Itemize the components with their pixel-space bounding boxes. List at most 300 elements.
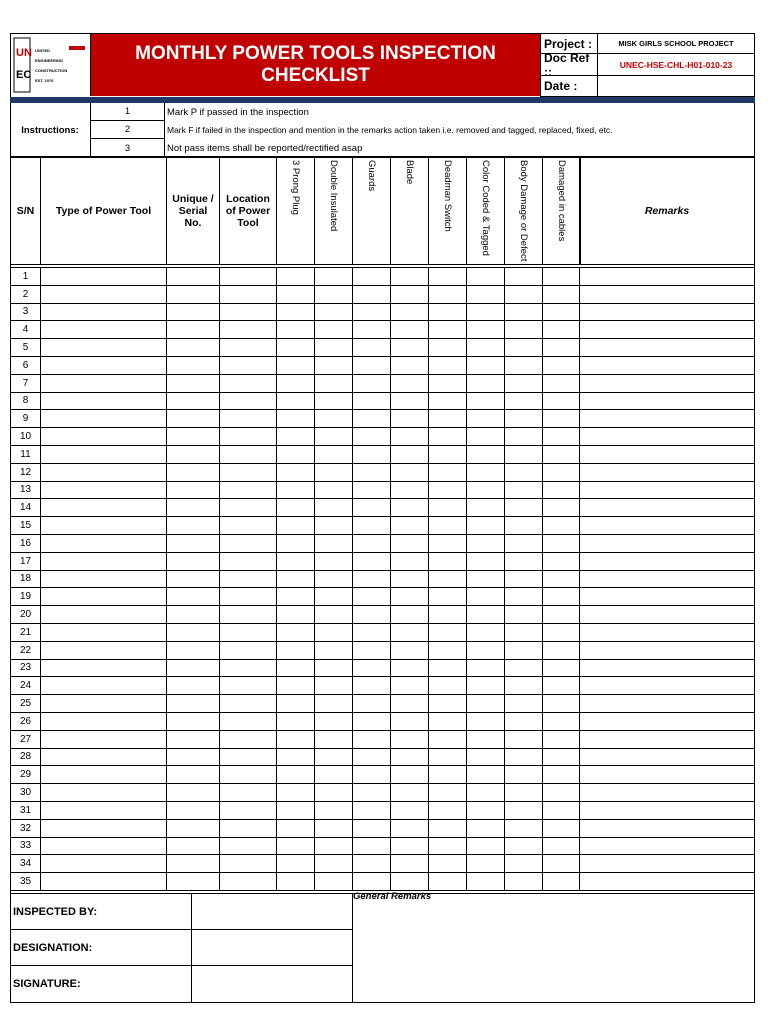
- table-cell[interactable]: [466, 819, 505, 838]
- designation-field[interactable]: [191, 929, 353, 966]
- table-cell[interactable]: [276, 498, 315, 517]
- table-cell[interactable]: [276, 854, 315, 873]
- table-cell[interactable]: [352, 587, 391, 606]
- table-cell[interactable]: [579, 783, 755, 802]
- table-cell[interactable]: [314, 285, 353, 304]
- table-cell[interactable]: [428, 463, 467, 482]
- table-cell[interactable]: [466, 498, 505, 517]
- table-cell[interactable]: [466, 837, 505, 856]
- table-cell[interactable]: [466, 765, 505, 784]
- table-cell[interactable]: [579, 641, 755, 660]
- table-cell[interactable]: [40, 356, 167, 375]
- table-cell[interactable]: [219, 481, 277, 500]
- table-cell[interactable]: [276, 641, 315, 660]
- table-cell[interactable]: [219, 837, 277, 856]
- table-cell[interactable]: [40, 570, 167, 589]
- date-value[interactable]: [597, 75, 755, 97]
- table-cell[interactable]: [579, 463, 755, 482]
- table-cell[interactable]: [428, 605, 467, 624]
- table-cell[interactable]: [276, 605, 315, 624]
- table-cell[interactable]: [276, 694, 315, 713]
- table-cell[interactable]: [504, 837, 543, 856]
- table-cell[interactable]: [276, 623, 315, 642]
- table-cell[interactable]: [166, 854, 220, 873]
- table-cell[interactable]: [352, 819, 391, 838]
- table-cell[interactable]: [390, 659, 429, 678]
- table-cell[interactable]: [166, 320, 220, 339]
- table-cell[interactable]: [579, 659, 755, 678]
- table-cell[interactable]: [428, 623, 467, 642]
- table-cell[interactable]: [352, 481, 391, 500]
- table-cell[interactable]: [504, 659, 543, 678]
- table-cell[interactable]: [579, 570, 755, 589]
- table-cell[interactable]: [314, 694, 353, 713]
- table-cell[interactable]: [504, 819, 543, 838]
- table-cell[interactable]: [276, 481, 315, 500]
- table-cell[interactable]: [390, 854, 429, 873]
- table-cell[interactable]: [314, 570, 353, 589]
- table-cell[interactable]: [428, 445, 467, 464]
- table-cell[interactable]: [579, 748, 755, 767]
- table-cell[interactable]: [40, 872, 167, 891]
- table-cell[interactable]: [428, 498, 467, 517]
- table-cell[interactable]: [40, 427, 167, 446]
- table-cell[interactable]: [219, 409, 277, 428]
- table-cell[interactable]: [504, 552, 543, 571]
- table-cell[interactable]: [504, 872, 543, 891]
- table-cell[interactable]: [466, 409, 505, 428]
- table-cell[interactable]: [542, 605, 580, 624]
- table-cell[interactable]: [428, 356, 467, 375]
- table-cell[interactable]: [314, 445, 353, 464]
- table-cell[interactable]: [219, 641, 277, 660]
- table-cell[interactable]: [390, 320, 429, 339]
- table-cell[interactable]: [166, 481, 220, 500]
- table-cell[interactable]: [579, 765, 755, 784]
- table-cell[interactable]: [504, 570, 543, 589]
- table-cell[interactable]: [542, 267, 580, 286]
- table-cell[interactable]: [579, 605, 755, 624]
- table-cell[interactable]: [466, 516, 505, 535]
- general-remarks-box[interactable]: [352, 893, 755, 1003]
- signature-field[interactable]: [191, 965, 353, 1003]
- table-cell[interactable]: [352, 338, 391, 357]
- table-cell[interactable]: [40, 498, 167, 517]
- table-cell[interactable]: [166, 445, 220, 464]
- table-cell[interactable]: [428, 516, 467, 535]
- table-cell[interactable]: [390, 748, 429, 767]
- table-cell[interactable]: [428, 676, 467, 695]
- table-cell[interactable]: [276, 338, 315, 357]
- table-cell[interactable]: [579, 516, 755, 535]
- table-cell[interactable]: [314, 676, 353, 695]
- table-cell[interactable]: [276, 819, 315, 838]
- table-cell[interactable]: [428, 783, 467, 802]
- table-cell[interactable]: [40, 783, 167, 802]
- table-cell[interactable]: [579, 338, 755, 357]
- table-cell[interactable]: [166, 338, 220, 357]
- table-cell[interactable]: [219, 392, 277, 411]
- table-cell[interactable]: [542, 409, 580, 428]
- table-cell[interactable]: [390, 392, 429, 411]
- table-cell[interactable]: [219, 712, 277, 731]
- table-cell[interactable]: [428, 659, 467, 678]
- table-cell[interactable]: [40, 730, 167, 749]
- table-cell[interactable]: [579, 872, 755, 891]
- table-cell[interactable]: [542, 338, 580, 357]
- table-cell[interactable]: [40, 303, 167, 322]
- table-cell[interactable]: [542, 676, 580, 695]
- table-cell[interactable]: [542, 587, 580, 606]
- table-cell[interactable]: [504, 730, 543, 749]
- table-cell[interactable]: [466, 463, 505, 482]
- table-cell[interactable]: [352, 712, 391, 731]
- table-cell[interactable]: [352, 374, 391, 393]
- table-cell[interactable]: [352, 285, 391, 304]
- table-cell[interactable]: [276, 356, 315, 375]
- table-cell[interactable]: [352, 748, 391, 767]
- table-cell[interactable]: [314, 748, 353, 767]
- table-cell[interactable]: [579, 320, 755, 339]
- table-cell[interactable]: [504, 587, 543, 606]
- table-cell[interactable]: [314, 481, 353, 500]
- table-cell[interactable]: [219, 783, 277, 802]
- table-cell[interactable]: [40, 338, 167, 357]
- table-cell[interactable]: [504, 801, 543, 820]
- table-cell[interactable]: [40, 659, 167, 678]
- table-cell[interactable]: [428, 303, 467, 322]
- table-cell[interactable]: [466, 267, 505, 286]
- table-cell[interactable]: [579, 356, 755, 375]
- table-cell[interactable]: [219, 427, 277, 446]
- table-cell[interactable]: [466, 712, 505, 731]
- table-cell[interactable]: [166, 267, 220, 286]
- table-cell[interactable]: [428, 712, 467, 731]
- table-cell[interactable]: [466, 481, 505, 500]
- table-cell[interactable]: [219, 748, 277, 767]
- table-cell[interactable]: [504, 765, 543, 784]
- table-cell[interactable]: [428, 409, 467, 428]
- table-cell[interactable]: [390, 712, 429, 731]
- table-cell[interactable]: [542, 463, 580, 482]
- table-cell[interactable]: [40, 605, 167, 624]
- table-cell[interactable]: [352, 659, 391, 678]
- table-cell[interactable]: [542, 374, 580, 393]
- table-cell[interactable]: [276, 659, 315, 678]
- table-cell[interactable]: [579, 392, 755, 411]
- table-cell[interactable]: [314, 641, 353, 660]
- table-cell[interactable]: [352, 623, 391, 642]
- table-cell[interactable]: [219, 498, 277, 517]
- table-cell[interactable]: [504, 285, 543, 304]
- table-cell[interactable]: [352, 730, 391, 749]
- table-cell[interactable]: [219, 676, 277, 695]
- table-cell[interactable]: [542, 481, 580, 500]
- table-cell[interactable]: [542, 552, 580, 571]
- table-cell[interactable]: [428, 267, 467, 286]
- table-cell[interactable]: [40, 623, 167, 642]
- table-cell[interactable]: [219, 534, 277, 553]
- table-cell[interactable]: [542, 534, 580, 553]
- table-cell[interactable]: [504, 374, 543, 393]
- table-cell[interactable]: [504, 392, 543, 411]
- table-cell[interactable]: [390, 819, 429, 838]
- table-cell[interactable]: [314, 872, 353, 891]
- table-cell[interactable]: [466, 801, 505, 820]
- table-cell[interactable]: [428, 320, 467, 339]
- table-cell[interactable]: [542, 872, 580, 891]
- project-value[interactable]: MISK GIRLS SCHOOL PROJECT: [597, 33, 755, 54]
- table-cell[interactable]: [466, 641, 505, 660]
- table-cell[interactable]: [466, 338, 505, 357]
- table-cell[interactable]: [542, 694, 580, 713]
- table-cell[interactable]: [166, 516, 220, 535]
- table-cell[interactable]: [276, 267, 315, 286]
- table-cell[interactable]: [314, 498, 353, 517]
- table-cell[interactable]: [40, 534, 167, 553]
- table-cell[interactable]: [314, 783, 353, 802]
- table-cell[interactable]: [166, 392, 220, 411]
- table-cell[interactable]: [466, 427, 505, 446]
- table-cell[interactable]: [276, 801, 315, 820]
- table-cell[interactable]: [219, 303, 277, 322]
- table-cell[interactable]: [466, 587, 505, 606]
- table-cell[interactable]: [466, 392, 505, 411]
- table-cell[interactable]: [579, 676, 755, 695]
- table-cell[interactable]: [40, 463, 167, 482]
- table-cell[interactable]: [40, 320, 167, 339]
- table-cell[interactable]: [390, 570, 429, 589]
- table-cell[interactable]: [219, 285, 277, 304]
- table-cell[interactable]: [428, 570, 467, 589]
- table-cell[interactable]: [428, 481, 467, 500]
- table-cell[interactable]: [504, 534, 543, 553]
- table-cell[interactable]: [40, 285, 167, 304]
- table-cell[interactable]: [504, 356, 543, 375]
- table-cell[interactable]: [579, 267, 755, 286]
- table-cell[interactable]: [166, 552, 220, 571]
- table-cell[interactable]: [542, 570, 580, 589]
- table-cell[interactable]: [314, 854, 353, 873]
- table-cell[interactable]: [352, 570, 391, 589]
- table-cell[interactable]: [40, 854, 167, 873]
- table-cell[interactable]: [542, 498, 580, 517]
- table-cell[interactable]: [390, 837, 429, 856]
- table-cell[interactable]: [542, 285, 580, 304]
- table-cell[interactable]: [579, 481, 755, 500]
- table-cell[interactable]: [390, 285, 429, 304]
- table-cell[interactable]: [166, 427, 220, 446]
- table-cell[interactable]: [579, 623, 755, 642]
- table-cell[interactable]: [219, 659, 277, 678]
- table-cell[interactable]: [166, 730, 220, 749]
- table-cell[interactable]: [40, 837, 167, 856]
- table-cell[interactable]: [390, 463, 429, 482]
- table-cell[interactable]: [504, 498, 543, 517]
- table-cell[interactable]: [219, 801, 277, 820]
- table-cell[interactable]: [219, 374, 277, 393]
- table-cell[interactable]: [314, 374, 353, 393]
- table-cell[interactable]: [40, 587, 167, 606]
- table-cell[interactable]: [504, 320, 543, 339]
- table-cell[interactable]: [504, 676, 543, 695]
- table-cell[interactable]: [219, 338, 277, 357]
- table-cell[interactable]: [40, 676, 167, 695]
- table-cell[interactable]: [352, 854, 391, 873]
- table-cell[interactable]: [314, 516, 353, 535]
- table-cell[interactable]: [314, 427, 353, 446]
- table-cell[interactable]: [166, 837, 220, 856]
- table-cell[interactable]: [314, 267, 353, 286]
- table-cell[interactable]: [314, 659, 353, 678]
- table-cell[interactable]: [390, 641, 429, 660]
- table-cell[interactable]: [276, 587, 315, 606]
- table-cell[interactable]: [352, 392, 391, 411]
- table-cell[interactable]: [276, 730, 315, 749]
- table-cell[interactable]: [579, 303, 755, 322]
- table-cell[interactable]: [466, 659, 505, 678]
- table-cell[interactable]: [40, 641, 167, 660]
- table-cell[interactable]: [352, 320, 391, 339]
- table-cell[interactable]: [219, 587, 277, 606]
- table-cell[interactable]: [390, 374, 429, 393]
- table-cell[interactable]: [390, 356, 429, 375]
- table-cell[interactable]: [390, 338, 429, 357]
- table-cell[interactable]: [40, 374, 167, 393]
- table-cell[interactable]: [314, 320, 353, 339]
- table-cell[interactable]: [466, 783, 505, 802]
- table-cell[interactable]: [390, 498, 429, 517]
- table-cell[interactable]: [428, 765, 467, 784]
- table-cell[interactable]: [579, 819, 755, 838]
- table-cell[interactable]: [579, 730, 755, 749]
- table-cell[interactable]: [504, 712, 543, 731]
- table-cell[interactable]: [390, 872, 429, 891]
- table-cell[interactable]: [390, 783, 429, 802]
- table-cell[interactable]: [466, 730, 505, 749]
- table-cell[interactable]: [314, 605, 353, 624]
- table-cell[interactable]: [466, 694, 505, 713]
- table-cell[interactable]: [504, 267, 543, 286]
- table-cell[interactable]: [219, 730, 277, 749]
- table-cell[interactable]: [166, 409, 220, 428]
- table-cell[interactable]: [314, 623, 353, 642]
- table-cell[interactable]: [504, 623, 543, 642]
- table-cell[interactable]: [276, 392, 315, 411]
- table-cell[interactable]: [542, 427, 580, 446]
- table-cell[interactable]: [166, 463, 220, 482]
- table-cell[interactable]: [166, 872, 220, 891]
- table-cell[interactable]: [276, 463, 315, 482]
- table-cell[interactable]: [40, 819, 167, 838]
- table-cell[interactable]: [219, 516, 277, 535]
- table-cell[interactable]: [466, 623, 505, 642]
- table-cell[interactable]: [542, 320, 580, 339]
- table-cell[interactable]: [579, 409, 755, 428]
- table-cell[interactable]: [390, 552, 429, 571]
- table-cell[interactable]: [219, 819, 277, 838]
- table-cell[interactable]: [219, 765, 277, 784]
- table-cell[interactable]: [40, 516, 167, 535]
- table-cell[interactable]: [542, 641, 580, 660]
- table-cell[interactable]: [276, 320, 315, 339]
- table-cell[interactable]: [166, 623, 220, 642]
- table-cell[interactable]: [166, 694, 220, 713]
- table-cell[interactable]: [276, 427, 315, 446]
- table-cell[interactable]: [352, 783, 391, 802]
- table-cell[interactable]: [166, 659, 220, 678]
- table-cell[interactable]: [352, 837, 391, 856]
- table-cell[interactable]: [542, 819, 580, 838]
- table-cell[interactable]: [504, 338, 543, 357]
- table-cell[interactable]: [466, 534, 505, 553]
- table-cell[interactable]: [466, 285, 505, 304]
- table-cell[interactable]: [504, 694, 543, 713]
- table-cell[interactable]: [390, 427, 429, 446]
- table-cell[interactable]: [314, 730, 353, 749]
- table-cell[interactable]: [219, 694, 277, 713]
- table-cell[interactable]: [466, 552, 505, 571]
- table-cell[interactable]: [542, 837, 580, 856]
- table-cell[interactable]: [352, 427, 391, 446]
- table-cell[interactable]: [352, 605, 391, 624]
- table-cell[interactable]: [40, 552, 167, 571]
- table-cell[interactable]: [428, 552, 467, 571]
- table-cell[interactable]: [504, 427, 543, 446]
- table-cell[interactable]: [390, 267, 429, 286]
- table-cell[interactable]: [352, 534, 391, 553]
- table-cell[interactable]: [428, 427, 467, 446]
- table-cell[interactable]: [276, 445, 315, 464]
- table-cell[interactable]: [579, 445, 755, 464]
- table-cell[interactable]: [352, 463, 391, 482]
- table-cell[interactable]: [428, 872, 467, 891]
- table-cell[interactable]: [390, 730, 429, 749]
- table-cell[interactable]: [352, 445, 391, 464]
- table-cell[interactable]: [219, 463, 277, 482]
- table-cell[interactable]: [390, 303, 429, 322]
- table-cell[interactable]: [352, 676, 391, 695]
- table-cell[interactable]: [542, 659, 580, 678]
- table-cell[interactable]: [40, 712, 167, 731]
- table-cell[interactable]: [276, 837, 315, 856]
- table-cell[interactable]: [542, 783, 580, 802]
- table-cell[interactable]: [352, 267, 391, 286]
- table-cell[interactable]: [428, 285, 467, 304]
- table-cell[interactable]: [542, 748, 580, 767]
- table-cell[interactable]: [276, 516, 315, 535]
- table-cell[interactable]: [466, 445, 505, 464]
- table-cell[interactable]: [428, 819, 467, 838]
- table-cell[interactable]: [466, 303, 505, 322]
- table-cell[interactable]: [466, 570, 505, 589]
- table-cell[interactable]: [276, 374, 315, 393]
- table-cell[interactable]: [40, 481, 167, 500]
- table-cell[interactable]: [219, 445, 277, 464]
- table-cell[interactable]: [390, 481, 429, 500]
- table-cell[interactable]: [542, 712, 580, 731]
- table-cell[interactable]: [314, 712, 353, 731]
- table-cell[interactable]: [276, 712, 315, 731]
- table-cell[interactable]: [579, 712, 755, 731]
- table-cell[interactable]: [314, 801, 353, 820]
- docref-value[interactable]: UNEC-HSE-CHL-H01-010-23: [597, 53, 755, 76]
- table-cell[interactable]: [428, 837, 467, 856]
- table-cell[interactable]: [390, 516, 429, 535]
- table-cell[interactable]: [542, 445, 580, 464]
- table-cell[interactable]: [40, 409, 167, 428]
- table-cell[interactable]: [542, 516, 580, 535]
